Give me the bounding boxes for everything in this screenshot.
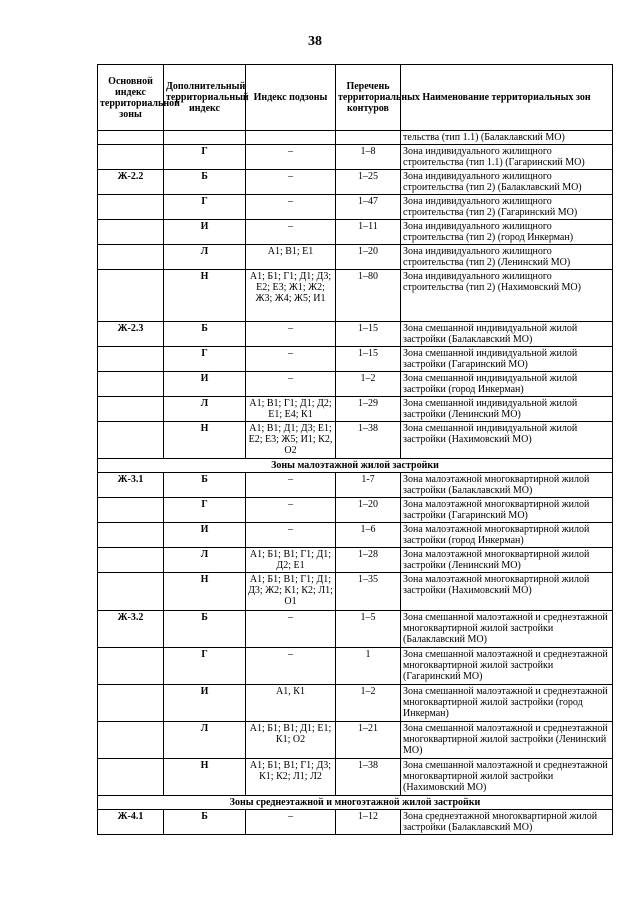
subzone-index-cell: А1; Б1; В1; Г1; Д1; Д2; Е1 (246, 548, 336, 573)
subzone-index-cell: – (246, 810, 336, 835)
table-row (98, 548, 613, 573)
table-row (98, 685, 613, 722)
table-row (98, 245, 613, 270)
table-body (98, 131, 613, 835)
main-index-cell (98, 573, 164, 611)
contours-cell: 1–35 (336, 573, 401, 611)
zone-name-cell: Зона малоэтажной многоквартирной жилой застройки (Ленинский МО) (401, 548, 613, 573)
contours-cell: 1–12 (336, 810, 401, 835)
additional-index-cell: И (164, 220, 246, 245)
table-row (98, 347, 613, 372)
additional-index-cell: Н (164, 759, 246, 796)
main-index-cell (98, 523, 164, 548)
zone-name-cell: Зона смешанной индивидуальной жилой застройки (Балаклавский МО) (401, 322, 613, 347)
main-index-cell (98, 397, 164, 422)
main-index-cell (98, 131, 164, 145)
zone-name-cell: Зона смешанной индивидуальной жилой застройки (Ленинский МО) (401, 397, 613, 422)
main-index-cell (98, 270, 164, 322)
contours-cell: 1–20 (336, 245, 401, 270)
subzone-index-cell: А1; Б1; В1; Г1; Д3; К1; К2; Л1; Л2 (246, 759, 336, 796)
subzone-index-cell: А1; В1; Д1; Д3; Е1; Е2; Е3; Ж5; И1; К2, О2 (246, 422, 336, 459)
table-row (98, 131, 613, 145)
subzone-index-cell: – (246, 523, 336, 548)
zone-name-cell: Зона индивидуального жилищного строительства (тип 2) (Гагаринский МО) (401, 195, 613, 220)
main-index-cell (98, 759, 164, 796)
header-contours: Перечень территориальных контуров (336, 65, 401, 131)
table-row (98, 270, 613, 322)
zone-name-cell: Зона индивидуального жилищного строительства (тип 2) (Ленинский МО) (401, 245, 613, 270)
contours-cell: 1–2 (336, 372, 401, 397)
additional-index-cell: Б (164, 170, 246, 195)
contours-cell: 1–6 (336, 523, 401, 548)
zone-name-cell: Зона смешанной малоэтажной и среднеэтажной многоквартирной жилой застройки (Ленинский МО) (401, 722, 613, 759)
group-title: Зоны среднеэтажной и многоэтажной жилой застройки (98, 796, 613, 810)
contours-cell: 1–29 (336, 397, 401, 422)
additional-index-cell: Г (164, 648, 246, 685)
zone-name-cell: Зона смешанной малоэтажной и среднеэтажной многоквартирной жилой застройки (Нахимовский МО) (401, 759, 613, 796)
main-index-cell (98, 245, 164, 270)
table-row (98, 195, 613, 220)
table-row (98, 722, 613, 759)
main-index-cell (98, 347, 164, 372)
table-row (98, 498, 613, 523)
subzone-index-cell: А1; Б1; В1; Г1; Д1; Д3; Ж2; К1; К2; Л1; О1 (246, 573, 336, 611)
additional-index-cell: Б (164, 611, 246, 648)
zone-name-cell: тельства (тип 1.1) (Балаклавский МО) (401, 131, 613, 145)
zone-name-cell: Зона малоэтажной многоквартирной жилой застройки (Нахимовский МО) (401, 573, 613, 611)
header-main-index: Основной индекс территориальной зоны (98, 65, 164, 131)
contours-cell: 1–8 (336, 145, 401, 170)
zone-name-cell: Зона малоэтажной многоквартирной жилой застройки (Гагаринский МО) (401, 498, 613, 523)
zone-name-cell: Зона смешанной малоэтажной и среднеэтажной многоквартирной жилой застройки (город Инкерман) (401, 685, 613, 722)
additional-index-cell: Г (164, 498, 246, 523)
table-header-row (98, 65, 613, 131)
additional-index-cell: Л (164, 722, 246, 759)
subzone-index-cell: А1; Б1; Г1; Д1; Д3; Е2; Е3; Ж1; Ж2; Ж3; Ж4; Ж5; И1 (246, 270, 336, 322)
subzone-index-cell: – (246, 145, 336, 170)
main-index-cell (98, 548, 164, 573)
main-index-cell: Ж-3.2 (98, 611, 164, 648)
main-index-cell: Ж-3.1 (98, 473, 164, 498)
table-row (98, 473, 613, 498)
subzone-index-cell: – (246, 220, 336, 245)
contours-cell: 1–20 (336, 498, 401, 523)
territorial-zones-table (97, 64, 613, 835)
main-index-cell (98, 195, 164, 220)
subzone-index-cell: – (246, 611, 336, 648)
subzone-index-cell: – (246, 322, 336, 347)
zone-name-cell: Зона смешанной малоэтажной и среднеэтажной многоквартирной жилой застройки (Гагаринский МО) (401, 648, 613, 685)
zone-name-cell: Зона смешанной индивидуальной жилой застройки (город Инкерман) (401, 372, 613, 397)
subzone-index-cell: – (246, 473, 336, 498)
additional-index-cell: Б (164, 810, 246, 835)
zone-name-cell: Зона индивидуального жилищного строительства (тип 2) (Нахимовский МО) (401, 270, 613, 322)
table-row (98, 170, 613, 195)
group-title: Зоны малоэтажной жилой застройки (98, 459, 613, 473)
table-row (98, 372, 613, 397)
zone-name-cell: Зона смешанной малоэтажной и среднеэтажной многоквартирной жилой застройки (Балаклавский МО) (401, 611, 613, 648)
additional-index-cell: Н (164, 573, 246, 611)
contours-cell: 1–38 (336, 759, 401, 796)
zone-name-cell: Зона малоэтажной многоквартирной жилой застройки (Балаклавский МО) (401, 473, 613, 498)
subzone-index-cell: А1; Б1; В1; Д1; Е1; К1; О2 (246, 722, 336, 759)
additional-index-cell: Н (164, 270, 246, 322)
contours-cell: 1–11 (336, 220, 401, 245)
subzone-index-cell: – (246, 372, 336, 397)
main-index-cell (98, 685, 164, 722)
additional-index-cell: Б (164, 473, 246, 498)
contours-cell: 1–47 (336, 195, 401, 220)
table-row (98, 759, 613, 796)
contours-cell: 1 (336, 648, 401, 685)
contours-cell: 1–15 (336, 322, 401, 347)
main-index-cell (98, 648, 164, 685)
additional-index-cell: Г (164, 195, 246, 220)
contours-cell: 1–25 (336, 170, 401, 195)
contours-cell (336, 131, 401, 145)
main-index-cell: Ж-4.1 (98, 810, 164, 835)
subzone-index-cell: – (246, 170, 336, 195)
main-index-cell: Ж-2.2 (98, 170, 164, 195)
additional-index-cell: Г (164, 347, 246, 372)
additional-index-cell: Л (164, 245, 246, 270)
table-row (98, 810, 613, 835)
zone-name-cell: Зона индивидуального жилищного строительства (тип 2) (город Инкерман) (401, 220, 613, 245)
header-zone-name: Наименование территориальных зон (401, 65, 613, 131)
additional-index-cell (164, 131, 246, 145)
table-row (98, 611, 613, 648)
zone-name-cell: Зона смешанной индивидуальной жилой застройки (Гагаринский МО) (401, 347, 613, 372)
main-index-cell (98, 372, 164, 397)
contours-cell: 1-7 (336, 473, 401, 498)
contours-cell: 1–5 (336, 611, 401, 648)
group-header-row (98, 459, 613, 473)
contours-cell: 1–21 (336, 722, 401, 759)
header-additional-index: Дополнительный территориальный индекс (164, 65, 246, 131)
subzone-index-cell: А1, К1 (246, 685, 336, 722)
table-row (98, 573, 613, 611)
zone-name-cell: Зона малоэтажной многоквартирной жилой застройки (город Инкерман) (401, 523, 613, 548)
subzone-index-cell: – (246, 648, 336, 685)
table-row (98, 145, 613, 170)
zone-name-cell: Зона среднеэтажной многоквартирной жилой застройки (Балаклавский МО) (401, 810, 613, 835)
zone-name-cell: Зона индивидуального жилищного строительства (тип 1.1) (Гагаринский МО) (401, 145, 613, 170)
contours-cell: 1–28 (336, 548, 401, 573)
zone-name-cell: Зона индивидуального жилищного строительства (тип 2) (Балаклавский МО) (401, 170, 613, 195)
table-row (98, 648, 613, 685)
subzone-index-cell: А1; В1; Г1; Д1; Д2; Е1; Е4; К1 (246, 397, 336, 422)
group-header-row (98, 796, 613, 810)
page-number: 38 (308, 34, 322, 49)
main-index-cell: Ж-2.3 (98, 322, 164, 347)
contours-cell: 1–38 (336, 422, 401, 459)
additional-index-cell: И (164, 372, 246, 397)
contours-cell: 1–15 (336, 347, 401, 372)
contours-cell: 1–80 (336, 270, 401, 322)
additional-index-cell: Б (164, 322, 246, 347)
additional-index-cell: Г (164, 145, 246, 170)
main-index-cell (98, 145, 164, 170)
main-index-cell (98, 722, 164, 759)
subzone-index-cell: – (246, 347, 336, 372)
subzone-index-cell: – (246, 498, 336, 523)
table-row (98, 322, 613, 347)
table-row (98, 220, 613, 245)
table-row (98, 422, 613, 459)
zone-name-cell: Зона смешанной индивидуальной жилой застройки (Нахимовский МО) (401, 422, 613, 459)
main-index-cell (98, 220, 164, 245)
table-row (98, 523, 613, 548)
table-row (98, 397, 613, 422)
subzone-index-cell: А1; В1; Е1 (246, 245, 336, 270)
additional-index-cell: Л (164, 397, 246, 422)
main-index-cell (98, 422, 164, 459)
additional-index-cell: И (164, 685, 246, 722)
additional-index-cell: И (164, 523, 246, 548)
contours-cell: 1–2 (336, 685, 401, 722)
subzone-index-cell (246, 131, 336, 145)
subzone-index-cell: – (246, 195, 336, 220)
main-index-cell (98, 498, 164, 523)
header-subzone-index: Индекс подзоны (246, 65, 336, 131)
additional-index-cell: Н (164, 422, 246, 459)
additional-index-cell: Л (164, 548, 246, 573)
